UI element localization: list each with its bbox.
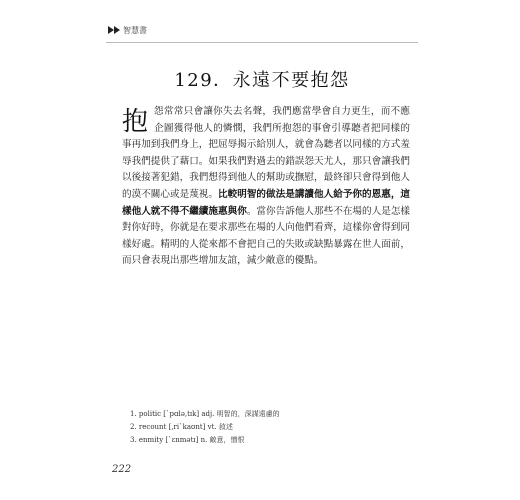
body-text-bold: 比較明智的做法是講讀他人給予你的恩惠，這樣他人就不得不繼續施惠與你: [122, 188, 411, 217]
double-triangle-icon: [108, 26, 120, 34]
body-paragraph: [122, 104, 410, 270]
running-header: [108, 22, 147, 38]
section-title: 智慧書: [123, 25, 147, 35]
body-text-1: 怨常常只會讓你失去名聲，我們應當學會自力更生，而不應企圖獲得他人的憐憫，我們所抱怨的事會引導聽者把同樣的事再加到我們身上，把屈辱揭示給別人，就會為聽者以同樣的方式羞辱我們提供了藉口。如果我們對過去的錯誤怨天尤人，那只會讓我們以後接著犯錯，我們想得到他人的幫助或撫慰，最終卻只會得到他人的漠不關心或是蔑視。: [122, 106, 410, 200]
footnote-item: 1. politic [ˋpɑlə,tɪk] adj. 明智的，深謀遠慮的: [130, 410, 280, 418]
drop-cap: 抱: [122, 107, 149, 137]
chapter-title: 129．永遠不要抱怨: [174, 70, 350, 91]
header-rule: [106, 42, 418, 43]
page-number: 222: [112, 464, 132, 475]
footnote-item: 2. recount [,riˋkaʊnt] vt. 敘述: [130, 423, 233, 431]
footnote-item: 3. enmity [ˋɛnmətɪ] n. 敵意，憎恨: [130, 436, 245, 444]
body-text-2: 。當你告訴他人那些不在場的人是怎樣對你好時，你就是在要求那些在場的人向他們看齊，這樣你會得到同樣好處。精明的人從來都不會把自己的失敗或缺點暴露在世人面前，而只會表現出那些增加友誼，減少敵意的優點。: [122, 205, 411, 267]
footnotes: [130, 408, 410, 447]
